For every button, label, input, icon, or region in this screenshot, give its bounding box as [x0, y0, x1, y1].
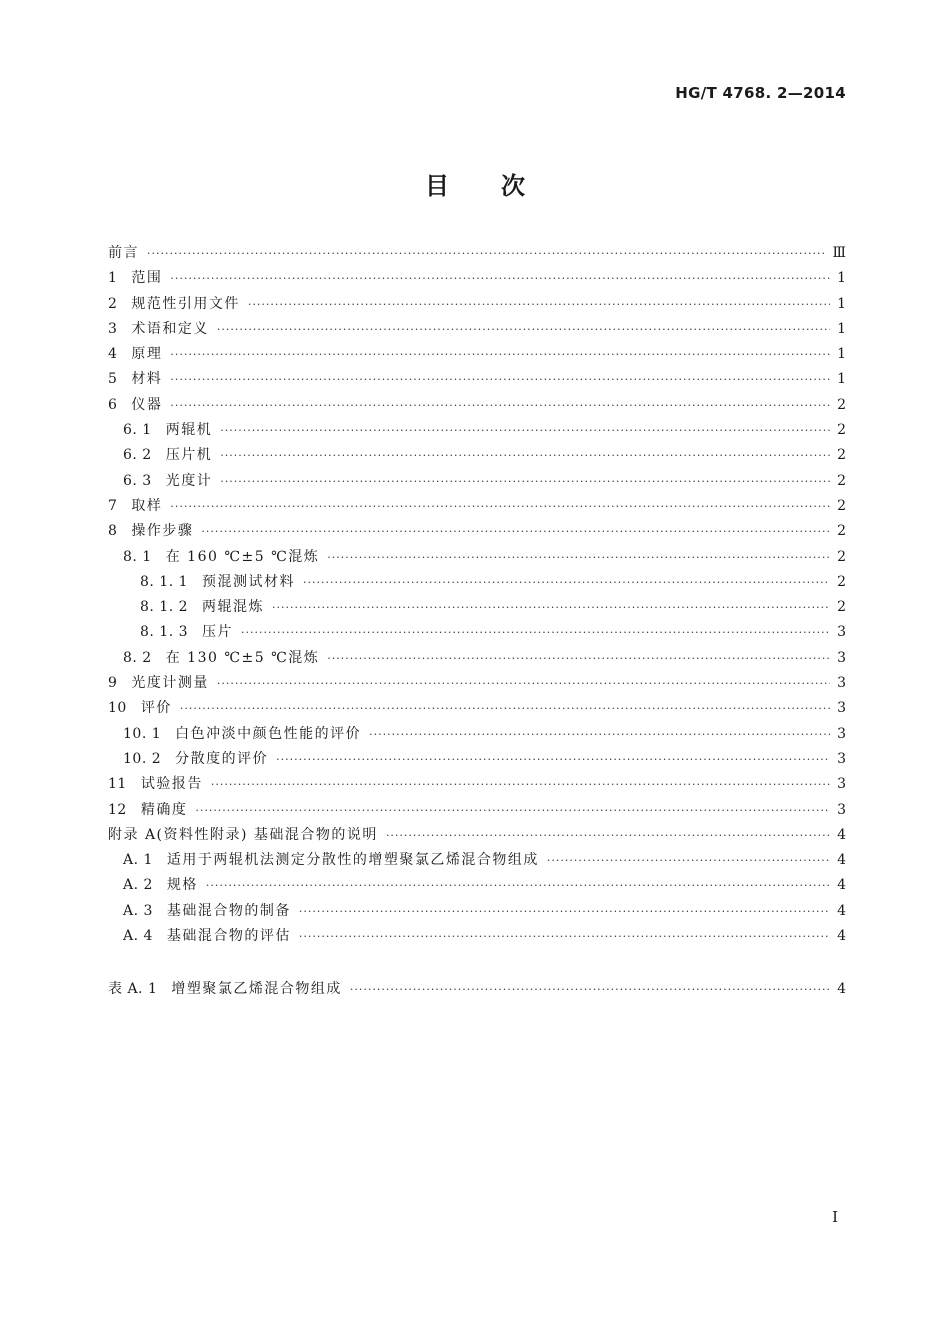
toc-entry-number: 8 [108, 523, 118, 540]
toc-entry[interactable] [108, 900, 846, 925]
toc-entry-number: 3 [108, 320, 118, 337]
dot-leader [170, 348, 830, 361]
toc-entry-label: 分散度的评价 [175, 750, 269, 767]
toc-entry[interactable] [108, 596, 846, 621]
toc-entry-label: 前言 [108, 245, 139, 261]
toc-entry-label: 规范性引用文件 [131, 295, 240, 312]
toc-entry-label: 压片 [202, 624, 234, 641]
dot-leader [217, 677, 830, 690]
toc-entry[interactable] [108, 343, 846, 368]
toc-entry[interactable] [108, 748, 846, 773]
toc-entry-page: 1 [837, 270, 846, 287]
toc-entry-label: 在 160 ℃±5 ℃混炼 [165, 548, 320, 565]
toc-entry[interactable] [108, 849, 846, 874]
toc-entry-page: 3 [837, 725, 846, 742]
toc-entry-page: 2 [837, 599, 846, 616]
toc-entry-label: 增塑聚氯乙烯混合物组成 [171, 981, 342, 997]
toc-entry-page: 4 [837, 928, 846, 945]
dot-leader [248, 298, 830, 311]
toc-entry-label: 光度计测量 [131, 675, 209, 692]
dot-leader [327, 652, 830, 665]
toc-entry-label: 两辊混炼 [202, 599, 265, 616]
toc-entry-label: 原理 [131, 346, 163, 363]
toc-entry-number: 8. 1. 3 [140, 624, 189, 641]
toc-entry-number: 1 [108, 270, 118, 287]
toc-entry-number: 10. 2 [123, 750, 162, 767]
toc-entry-number: 6. 1 [123, 422, 152, 439]
dot-leader [170, 500, 830, 513]
toc-entry-page: 2 [837, 447, 846, 464]
toc-entry-label: 仪器 [131, 396, 163, 413]
dot-leader [220, 424, 830, 437]
toc-entry-page: 3 [837, 801, 846, 818]
toc-entry-number: A. 1 [123, 852, 153, 869]
toc-entry-number: 8. 1. 2 [140, 599, 189, 616]
toc-entry-number: 7 [108, 497, 118, 514]
toc-entry-number: 6. 2 [123, 447, 152, 464]
toc-entry[interactable] [108, 824, 846, 849]
toc-entry-number: 8. 2 [123, 649, 152, 666]
toc-entry-number: 表 A. 1 [108, 981, 158, 997]
toc-entry[interactable] [108, 672, 846, 697]
table-of-contents [108, 242, 846, 950]
toc-entry-label: 白色冲淡中颜色性能的评价 [175, 725, 362, 742]
toc-entry[interactable] [108, 444, 846, 469]
dot-leader [547, 854, 830, 867]
toc-entry[interactable] [108, 267, 846, 292]
toc-entry-page: 4 [837, 852, 846, 869]
toc-entry-label: 评价 [140, 700, 172, 717]
dot-leader [386, 829, 830, 842]
dot-leader [299, 905, 830, 918]
toc-entry[interactable] [108, 697, 846, 722]
toc-entry-page: 3 [837, 649, 846, 666]
dot-leader [170, 373, 830, 386]
toc-entry-number: A. 2 [123, 877, 153, 894]
toc-entry-page: 2 [837, 573, 846, 590]
dot-leader [241, 626, 830, 639]
toc-entry[interactable] [108, 394, 846, 419]
toc-entry-number: 9 [108, 675, 118, 692]
toc-entry-label: 术语和定义 [131, 320, 209, 337]
toc-entry-page: 1 [837, 295, 846, 312]
toc-entry-page: 3 [837, 624, 846, 641]
toc-entry-number: 11 [108, 776, 127, 793]
dot-leader [170, 399, 830, 412]
dot-leader [299, 930, 830, 943]
toc-entry-number: 2 [108, 295, 118, 312]
dot-leader [180, 702, 830, 715]
toc-entry-page: 4 [837, 877, 846, 894]
dot-leader [369, 728, 830, 741]
dot-leader [211, 778, 830, 791]
dot-leader [350, 983, 830, 996]
toc-entry[interactable] [108, 799, 846, 824]
toc-entry-number: A. 4 [123, 928, 153, 945]
toc-entry-number: 8. 1. 1 [140, 573, 189, 590]
toc-entry-page: 2 [837, 548, 846, 565]
dot-leader [170, 272, 830, 285]
toc-entry-page: 4 [837, 826, 846, 843]
toc-entry[interactable] [108, 368, 846, 393]
toc-entry-number: 10 [108, 700, 127, 717]
toc-entry-number: 6. 3 [123, 472, 152, 489]
toc-entry[interactable] [108, 925, 846, 950]
toc-entry-label: 光度计 [165, 472, 213, 489]
toc-entry-label: 适用于两辊机法测定分散性的增塑聚氯乙烯混合物组成 [166, 852, 539, 869]
toc-entry-page: 2 [837, 472, 846, 489]
toc-entry-label: 基础混合物的制备 [166, 902, 291, 919]
toc-entry-number: 8. 1 [123, 548, 152, 565]
toc-entry-page: 2 [837, 497, 846, 514]
dot-leader [272, 601, 830, 614]
table-list-entry[interactable] [108, 978, 846, 1003]
toc-entry[interactable] [108, 571, 846, 596]
toc-entry[interactable] [108, 293, 846, 318]
toc-entry-number: 6 [108, 396, 118, 413]
dot-leader [147, 247, 826, 260]
document-code: HG/T 4768. 2—2014 [675, 84, 846, 102]
dot-leader [276, 753, 830, 766]
toc-entry[interactable] [108, 495, 846, 520]
dot-leader [220, 449, 830, 462]
toc-entry-label: 材料 [131, 371, 163, 388]
toc-entry[interactable] [108, 419, 846, 444]
toc-entry-page: 2 [837, 396, 846, 413]
dot-leader [201, 525, 830, 538]
toc-entry-number: 12 [108, 801, 127, 818]
toc-entry-label: 两辊机 [165, 422, 213, 439]
toc-entry-page: 3 [837, 750, 846, 767]
toc-entry[interactable] [108, 723, 846, 748]
toc-entry-page: 2 [837, 422, 846, 439]
toc-entry-number: 10. 1 [123, 725, 162, 742]
list-of-tables [108, 978, 846, 1003]
toc-entry-label: 附录 A(资料性附录) 基础混合物的说明 [108, 826, 378, 843]
toc-entry-page: 4 [837, 902, 846, 919]
toc-entry-number: A. 3 [123, 902, 153, 919]
toc-entry-number: 5 [108, 371, 118, 388]
toc-entry[interactable] [108, 773, 846, 798]
toc-entry-page: 3 [837, 675, 846, 692]
toc-entry[interactable] [108, 242, 846, 267]
toc-entry-label: 规格 [166, 877, 198, 894]
dot-leader [220, 475, 830, 488]
toc-entry-page: Ⅲ [832, 245, 846, 261]
toc-entry-label: 精确度 [140, 801, 188, 818]
toc-entry-label: 试验报告 [140, 776, 203, 793]
toc-entry-label: 范围 [131, 270, 163, 287]
toc-entry-page: 4 [837, 981, 846, 997]
toc-entry-label: 操作步骤 [131, 523, 194, 540]
dot-leader [195, 804, 830, 817]
toc-entry-page: 3 [837, 776, 846, 793]
toc-entry[interactable] [108, 470, 846, 495]
dot-leader [327, 551, 830, 564]
dot-leader [206, 879, 830, 892]
toc-entry[interactable] [108, 621, 846, 646]
toc-entry[interactable] [108, 647, 846, 672]
toc-entry-page: 1 [837, 320, 846, 337]
toc-entry-page: 1 [837, 371, 846, 388]
toc-entry-label: 在 130 ℃±5 ℃混炼 [165, 649, 320, 666]
page-number: I [832, 1208, 838, 1226]
page-title: 目次 [425, 172, 577, 200]
dot-leader [303, 576, 830, 589]
toc-entry[interactable] [108, 520, 846, 545]
toc-entry[interactable] [108, 546, 846, 571]
toc-entry-label: 基础混合物的评估 [166, 928, 291, 945]
toc-entry-label: 压片机 [165, 447, 213, 464]
toc-entry[interactable] [108, 318, 846, 343]
toc-entry-page: 1 [837, 346, 846, 363]
toc-entry-page: 2 [837, 523, 846, 540]
toc-entry-number: 4 [108, 346, 118, 363]
toc-entry-page: 3 [837, 700, 846, 717]
toc-entry-label: 取样 [131, 497, 163, 514]
toc-entry-label: 预混测试材料 [202, 573, 296, 590]
dot-leader [217, 323, 830, 336]
toc-entry[interactable] [108, 874, 846, 899]
